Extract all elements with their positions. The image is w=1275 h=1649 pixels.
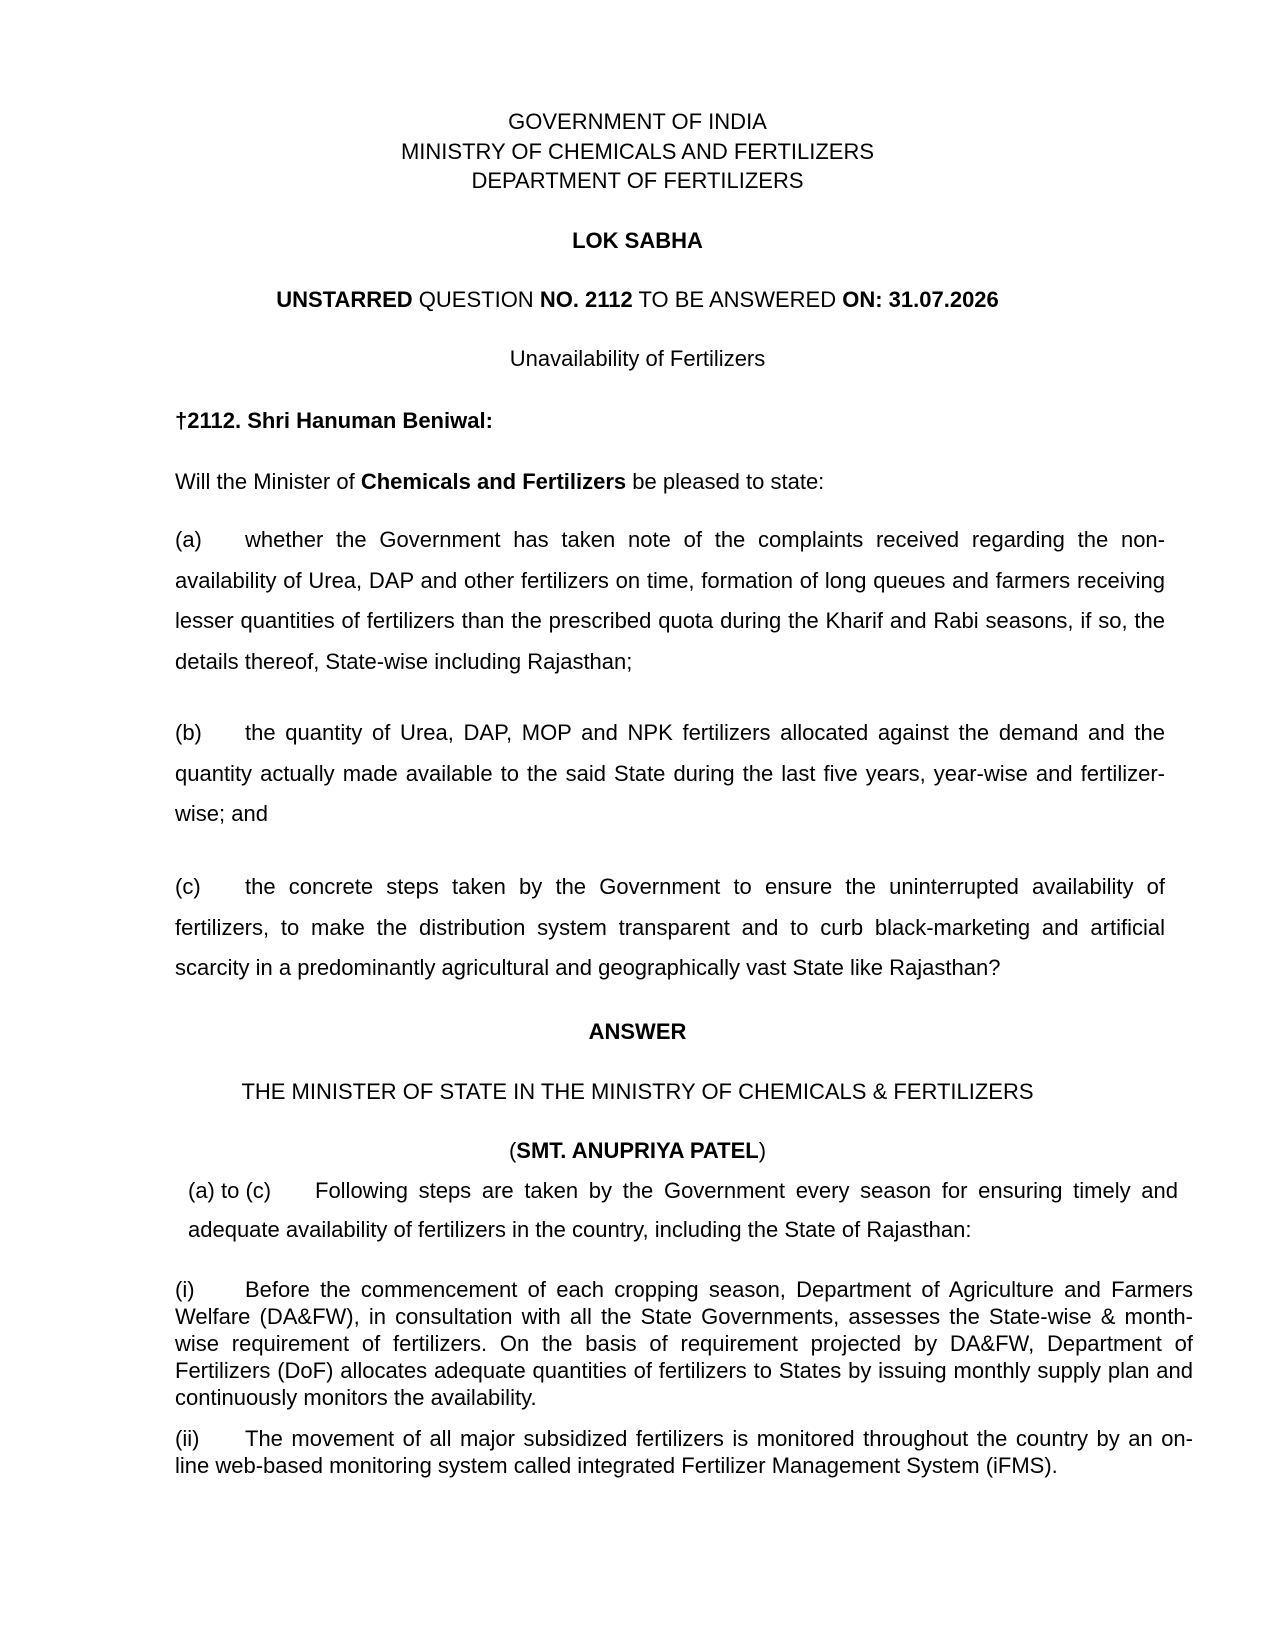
- answer-date: ON: 31.07.2026: [842, 287, 999, 312]
- part-label: (b): [175, 720, 202, 745]
- minister-title: THE MINISTER OF STATE IN THE MINISTRY OF CHEMICALS & FERTILIZERS: [241, 1079, 1034, 1104]
- point-label: (ii): [175, 1426, 200, 1451]
- question-number: NO. 2112: [539, 287, 633, 312]
- question-subject: Unavailability of Fertilizers: [509, 346, 766, 371]
- point-text: Before the commencement of each cropping season, Department of Agriculture and Farmers Welfare (DA&FW), in consultation with all the State Governments, assesses the State-wise & month-wise requirement of fertilizers. On the basis of requirement projected by DA&FW, Department of Fertilizers (DoF) allocates adequate quantities of fertilizers to States by issuing monthly supply plan and continuously monitors the availability.: [175, 1277, 1193, 1410]
- answer-intro: [188, 1171, 1178, 1249]
- header-ministry: MINISTRY OF CHEMICALS AND FERTILIZERS: [400, 139, 875, 164]
- minister-name: (SMT. ANUPRIYA PATEL): [508, 1138, 767, 1163]
- part-text: the concrete steps taken by the Government to ensure the uninterrupted availability of fertilizers, to make the distribution system transparent and to curb black-marketing and artificial scarcity in a predominantly agricultural and geographically vast State like Rajasthan?: [175, 874, 1165, 980]
- question-part-c: [175, 867, 1165, 989]
- member-name: †2112. Shri Hanuman Beniwal:: [175, 408, 493, 433]
- answer-point-i: [175, 1276, 1193, 1411]
- question-intro: Will the Minister of Chemicals and Fertilizers be pleased to state:: [175, 469, 825, 494]
- point-text: The movement of all major subsidized fertilizers is monitored throughout the country by an on-line web-based monitoring system called integrated Fertilizer Management System (iFMS).: [175, 1426, 1193, 1478]
- header-government: GOVERNMENT OF INDIA: [508, 109, 767, 134]
- question-part-a: [175, 520, 1165, 682]
- answer-intro-label: (a) to (c): [188, 1178, 272, 1203]
- answer-intro-text: Following steps are taken by the Government every season for ensuring timely and adequate availability of fertilizers in the country, including the State of Rajasthan:: [188, 1178, 1178, 1242]
- question-part-b: [175, 713, 1165, 835]
- part-text: the quantity of Urea, DAP, MOP and NPK fertilizers allocated against the demand and the quantity actually made available to the said State during the last five years, year-wise and fertilizer-wise; and: [175, 720, 1165, 826]
- header-department: DEPARTMENT OF FERTILIZERS: [471, 168, 804, 193]
- part-label: (c): [175, 874, 201, 899]
- house-title: LOK SABHA: [572, 228, 703, 253]
- part-text: whether the Government has taken note of the complaints received regarding the non-availability of Urea, DAP and other fertilizers on time, formation of long queues and farmers receiving lesser quantities of fertilizers than the prescribed quota during the Kharif and Rabi seasons, if so, the details thereof, State-wise including Rajasthan;: [175, 527, 1165, 674]
- ministry-name: Chemicals and Fertilizers: [360, 469, 627, 494]
- answer-heading: ANSWER: [588, 1019, 687, 1044]
- answer-point-ii: [175, 1425, 1193, 1479]
- question-type: UNSTARRED: [276, 287, 413, 312]
- point-label: (i): [175, 1277, 195, 1302]
- question-line: UNSTARRED QUESTION NO. 2112 TO BE ANSWERED ON: 31.07.2026: [276, 287, 999, 312]
- part-label: (a): [175, 527, 202, 552]
